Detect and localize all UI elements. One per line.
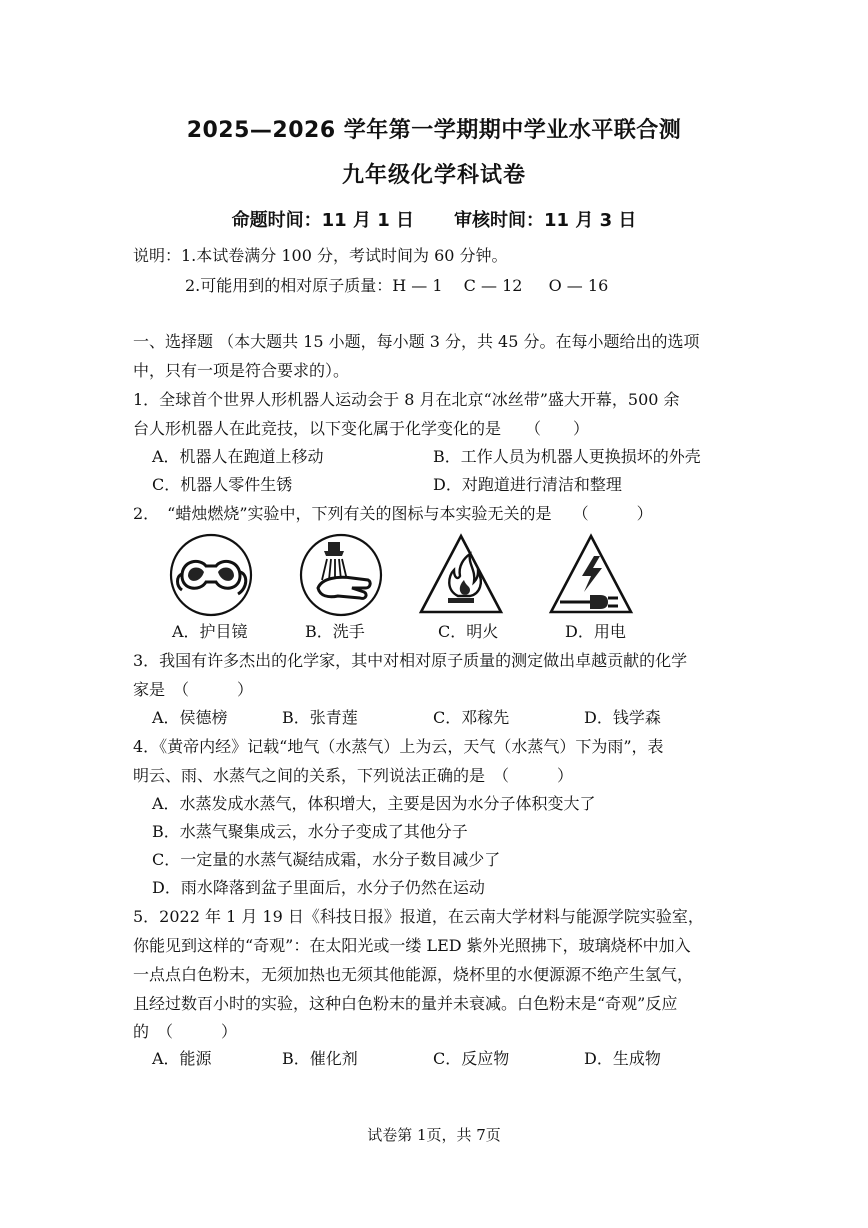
q5-stem-5: 的 （ ） — [133, 1022, 238, 1041]
q5-stem-4: 且经过数百小时的实验，这种白色粉末的量并未衰减。白色粉末是“奇观”反应 — [133, 994, 678, 1013]
exam-title: 2025—2026 学年第一学期期中学业水平联合测 — [186, 118, 682, 143]
q1-option-b: B．工作人员为机器人更换损坏的外壳 — [433, 447, 701, 466]
q5-option-a: A．能源 — [152, 1049, 212, 1068]
q5-option-c: C．反应物 — [433, 1049, 510, 1068]
exam-time: 命题时间：11 月 1 日 — [231, 210, 414, 231]
q3-option-d: D．钱学森 — [584, 708, 661, 727]
q4-stem-2: 明云、雨、水蒸气之间的关系，下列说法正确的是 （ ） — [133, 766, 574, 785]
q5-option-d: D．生成物 — [584, 1049, 661, 1068]
q2-option-b: B．洗手 — [305, 622, 365, 641]
electricity-icon — [548, 532, 634, 618]
exam-subtitle: 九年级化学科试卷 — [341, 163, 526, 188]
section-1-heading: 一、选择题 （本大题共 15 小题，每小题 3 分，共 45 分。在每小题给出的选项 — [133, 332, 700, 351]
goggles-icon — [168, 532, 254, 618]
q3-stem-1: 3．我国有许多杰出的化学家，其中对相对原子质量的测定做出卓越贡献的化学 — [133, 651, 688, 670]
q3-option-a: A．侯德榜 — [152, 708, 228, 727]
q3-stem-2: 家是 （ ） — [133, 680, 254, 699]
q4-stem-1: 4．《黄帝内经》记载“地气（水蒸气）上为云，天气（水蒸气）下为雨”，表 — [133, 737, 664, 756]
q3-option-b: B．张青莲 — [282, 708, 358, 727]
q1-option-d: D．对跑道进行清洁和整理 — [433, 475, 622, 494]
exam-dates — [0, 206, 868, 232]
open-flame-icon — [418, 532, 504, 618]
q2-option-d: D．用电 — [565, 622, 626, 641]
wash-hands-icon — [298, 532, 384, 618]
q4-option-b: B．水蒸气聚集成云，水分子变成了其他分子 — [152, 822, 468, 841]
q5-stem-1: 5．2022 年 1 月 19 日《科技日报》报道，在云南大学材料与能源学院实验室， — [133, 907, 704, 926]
q3-option-c: C．邓稼先 — [433, 708, 510, 727]
review-time: 审核时间：11 月 3 日 — [454, 210, 637, 231]
section-1-heading-cont: 中，只有一项是符合要求的）。 — [133, 361, 350, 380]
q2-option-c: C．明火 — [438, 622, 499, 641]
q4-option-d: D．雨水降落到盆子里面后，水分子仍然在运动 — [152, 878, 485, 897]
q2-option-a: A．护目镜 — [172, 622, 248, 641]
q1-option-a: A．机器人在跑道上移动 — [152, 447, 324, 466]
notes-line-1: 说明：1.本试卷满分 100 分，考试时间为 60 分钟。 — [133, 246, 508, 265]
q5-stem-3: 一点点白色粉末，无须加热也无须其他能源，烧杯里的水便源源不绝产生氢气， — [133, 965, 694, 984]
q5-stem-2: 你能见到这样的“奇观”：在太阳光或一缕 LED 紫外光照拂下，玻璃烧杯中加入 — [133, 936, 691, 955]
q1-stem-1: 1．全球首个世界人形机器人运动会于 8 月在北京“冰丝带”盛大开幕，500 余 — [133, 390, 680, 409]
notes-line-2: 2.可能用到的相对原子质量：H — 1 C — 12 O — 16 — [185, 276, 609, 295]
q2-stem: 2． “蜡烛燃烧”实验中，下列有关的图标与本实验无关的是 （ ） — [133, 504, 653, 523]
q4-option-a: A．水蒸发成水蒸气，体积增大，主要是因为水分子体积变大了 — [152, 794, 596, 813]
q1-option-c: C．机器人零件生锈 — [152, 475, 293, 494]
q5-option-b: B．催化剂 — [282, 1049, 358, 1068]
q1-stem-2: 台人形机器人在此竞技，以下变化属于化学变化的是 （ ） — [133, 419, 590, 438]
page-footer: 试卷第 1页，共 7页 — [367, 1126, 501, 1144]
q4-option-c: C．一定量的水蒸气凝结成霜，水分子数目减少了 — [152, 850, 501, 869]
